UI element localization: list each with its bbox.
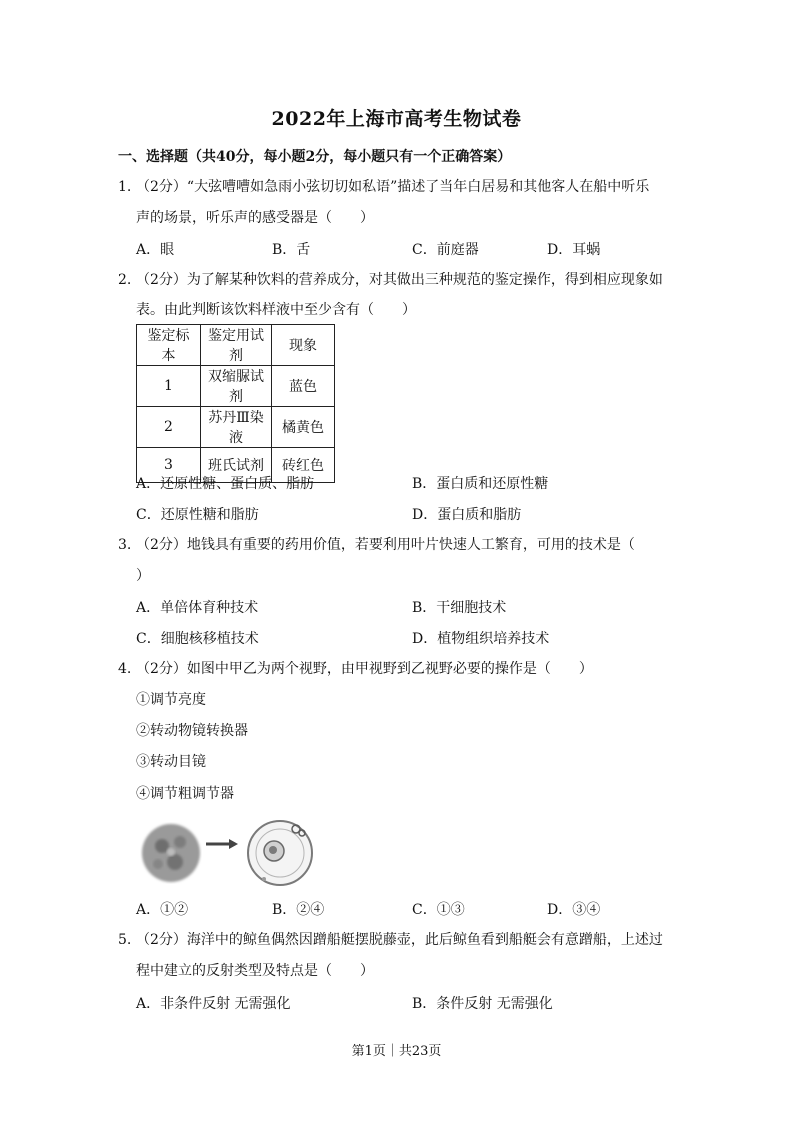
- table-cell: 3: [137, 448, 201, 483]
- option-d: D．③④: [547, 902, 601, 918]
- microscope-view-a-image: [140, 822, 202, 884]
- table-header-row: [137, 325, 335, 366]
- list-item: ④调节粗调节器: [136, 786, 234, 802]
- question-number: 1.: [118, 179, 132, 195]
- option-c: C．前庭器: [412, 242, 479, 258]
- microscope-view-b-image: [244, 815, 320, 889]
- question-text: 表。由此判断该饮料样液中至少含有（ ）: [136, 302, 416, 318]
- question-number: 4.: [118, 661, 132, 677]
- option-b: B．舌: [272, 242, 311, 258]
- table-row: [137, 407, 335, 448]
- option-a: A．①②: [136, 902, 189, 918]
- question-text: （2分）如图中甲乙为两个视野，由甲视野到乙视野必要的操作是（ ）: [136, 661, 593, 677]
- page-footer: 第1页｜共23页: [351, 1044, 442, 1059]
- option-d: D．耳蜗: [547, 242, 601, 258]
- option-b: B．蛋白质和还原性糖: [412, 476, 549, 492]
- option-a: A．眼: [136, 242, 175, 258]
- option-a: A．还原性糖、蛋白质、脂肪: [136, 476, 315, 492]
- table-cell: 苏丹Ⅲ染液: [201, 407, 272, 448]
- list-item: ②转动物镜转换器: [136, 723, 248, 739]
- option-a: A．单倍体育种技术: [136, 600, 259, 616]
- option-b: B．②④: [272, 902, 325, 918]
- question-number: 2.: [118, 272, 132, 288]
- question-number: 3.: [118, 537, 132, 553]
- table-header: 鉴定用试剂: [201, 325, 272, 366]
- question-number: 5.: [118, 932, 132, 948]
- arrow-icon: [205, 838, 239, 850]
- option-b: B．干细胞技术: [412, 600, 507, 616]
- page-title: 2022年上海市高考生物试卷: [271, 108, 522, 130]
- table-cell: 橘黄色: [272, 407, 335, 448]
- table-row: [137, 366, 335, 407]
- table-cell: 双缩脲试剂: [201, 366, 272, 407]
- table-cell: 蓝色: [272, 366, 335, 407]
- option-b: B．条件反射 无需强化: [412, 996, 553, 1012]
- question-text: 声的场景，听乐声的感受器是（ ）: [136, 210, 374, 226]
- list-item: ③转动目镜: [136, 754, 206, 770]
- table-cell: 2: [137, 407, 201, 448]
- section-heading: 一、选择题（共40分，每小题2分，每小题只有一个正确答案）: [118, 149, 512, 165]
- question-text: （2分）海洋中的鲸鱼偶然因蹭船艇摆脱藤壶，此后鲸鱼看到船艇会有意蹭船，上述过: [136, 932, 663, 948]
- option-a: A．非条件反射 无需强化: [136, 996, 291, 1012]
- table-header: 现象: [272, 325, 335, 366]
- question-text: （2分）地钱具有重要的药用价值，若要利用叶片快速人工繁育，可用的技术是（: [136, 537, 635, 553]
- list-item: ①调节亮度: [136, 692, 206, 708]
- table-cell: 班氏试剂: [201, 448, 272, 483]
- option-c: C．①③: [412, 902, 465, 918]
- table-cell: 1: [137, 366, 201, 407]
- identification-table: [136, 324, 335, 483]
- option-c: C．细胞核移植技术: [136, 631, 259, 647]
- question-text: （2分）为了解某种饮料的营养成分，对其做出三种规范的鉴定操作，得到相应现象如: [136, 272, 663, 288]
- option-d: D．植物组织培养技术: [412, 631, 550, 647]
- question-text: ）: [136, 568, 150, 584]
- question-text: （2分）“大弦嘈嘈如急雨小弦切切如私语”描述了当年白居易和其他客人在船中听乐: [136, 179, 650, 195]
- table-cell: 砖红色: [272, 448, 335, 483]
- option-d: D．蛋白质和脂肪: [412, 507, 522, 523]
- question-text: 程中建立的反射类型及特点是（ ）: [136, 963, 374, 979]
- table-header: 鉴定标本: [137, 325, 201, 366]
- option-c: C．还原性糖和脂肪: [136, 507, 259, 523]
